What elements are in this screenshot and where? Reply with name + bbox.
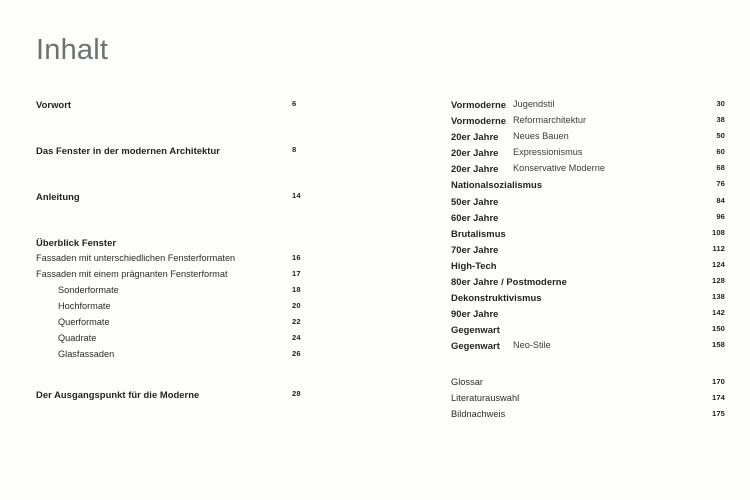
- toc-entry-80er-jahre-postmoderne[interactable]: [451, 277, 725, 293]
- toc-entry-90er-jahre[interactable]: [451, 309, 725, 325]
- toc-entry-label: Vorwort: [36, 99, 72, 110]
- toc-entry-era: Brutalismus: [451, 227, 506, 239]
- toc-entry-era: Nationalsozialismus: [451, 179, 543, 191]
- toc-entry-page: 108: [712, 227, 725, 237]
- toc-entry-das-fenster-in-der-modernen-architektur[interactable]: [36, 146, 318, 162]
- toc-entry-subtitle: Neues Bauen: [513, 131, 569, 142]
- toc-entry-page: 6: [292, 99, 297, 108]
- toc-entry-glossar[interactable]: [451, 378, 725, 394]
- toc-entry-era: 20er Jahre: [451, 163, 499, 175]
- toc-entry-page: 22: [292, 317, 301, 326]
- toc-entry-era: 20er Jahre: [451, 131, 499, 143]
- toc-entry-subtitle: Expressionismus: [513, 147, 583, 158]
- toc-entry-era: 90er Jahre: [451, 308, 499, 320]
- toc-entry-60er-jahre[interactable]: [451, 213, 725, 229]
- page-title: Inhalt: [36, 34, 109, 66]
- toc-entry-page: 17: [292, 269, 301, 278]
- toc-entry-page: 175: [712, 408, 725, 418]
- toc-entry-label: Fassaden mit einem prägnanten Fensterformat: [36, 269, 228, 279]
- toc-entry-era: Glossar: [451, 376, 484, 387]
- toc-entry-era: High-Tech: [451, 259, 497, 271]
- toc-entry-era: 50er Jahre: [451, 195, 499, 207]
- toc-entry-label: Der Ausgangspunkt für die Moderne: [36, 389, 200, 400]
- toc-entry-page: 138: [712, 292, 725, 302]
- toc-entry-vorwort[interactable]: [36, 100, 318, 116]
- toc-entry-querformate[interactable]: [36, 318, 318, 334]
- toc-entry-page: 170: [712, 376, 725, 386]
- toc-entry-gegenwart[interactable]: [451, 325, 725, 341]
- toc-entry-page: 158: [712, 340, 725, 350]
- toc-entry-page: 30: [716, 99, 725, 108]
- toc-entry-subtitle: Konservative Moderne: [513, 163, 605, 174]
- toc-entry-gegenwart-neo-stile[interactable]: [451, 341, 725, 357]
- toc-entry-page: 124: [712, 259, 725, 269]
- toc-entry-literaturauswahl[interactable]: [451, 394, 725, 410]
- toc-entry-era: 70er Jahre: [451, 243, 499, 255]
- toc-entry-label: Überblick Fenster: [36, 237, 117, 248]
- toc-entry-page: 96: [716, 211, 725, 221]
- toc-entry-era: Gegenwart: [451, 324, 500, 336]
- toc-entry-label: Fassaden mit unterschiedlichen Fensterformaten: [36, 253, 236, 263]
- toc-entry-page: 20: [292, 301, 301, 310]
- toc-entry-era: Vormoderne: [451, 99, 507, 110]
- toc-left-column: [36, 100, 318, 406]
- toc-entry-sonderformate[interactable]: [36, 286, 318, 302]
- toc-entry-glasfassaden[interactable]: [36, 350, 318, 366]
- toc-entry-70er-jahre[interactable]: [451, 245, 725, 261]
- toc-entry-bildnachweis[interactable]: [451, 410, 725, 426]
- toc-entry-label: Glasfassaden: [58, 349, 115, 359]
- toc-entry-50er-jahre[interactable]: [451, 197, 725, 213]
- toc-entry-page: 8: [292, 145, 297, 154]
- toc-entry-page: 76: [716, 179, 725, 189]
- toc-entry-page: 60: [716, 147, 725, 157]
- toc-entry-page: 84: [716, 195, 725, 205]
- toc-entry-20er-jahre-expressionismus[interactable]: [451, 148, 725, 164]
- spacer: [36, 162, 318, 192]
- toc-right-column: [451, 100, 725, 426]
- toc-entry-label: Anleitung: [36, 191, 80, 202]
- toc-entry-page: 128: [712, 276, 725, 286]
- toc-entry-page: 142: [712, 308, 725, 318]
- toc-entry-label: Das Fenster in der modernen Architektur: [36, 145, 220, 156]
- toc-entry-era: Bildnachweis: [451, 408, 506, 419]
- toc-entry-page: 50: [716, 131, 725, 141]
- toc-entry-label: Hochformate: [58, 301, 111, 311]
- toc-entry-page: 174: [712, 392, 725, 402]
- toc-entry-dekonstruktivismus[interactable]: [451, 293, 725, 309]
- toc-entry-era: 80er Jahre / Postmoderne: [451, 276, 567, 288]
- toc-entry-brutalismus[interactable]: [451, 229, 725, 245]
- toc-entry-page: 68: [716, 163, 725, 173]
- toc-entry-era: 20er Jahre: [451, 147, 499, 159]
- toc-entry-page: 150: [712, 324, 725, 334]
- toc-entry-fassaden-praegnantes-fensterformat[interactable]: [36, 270, 318, 286]
- toc-entry-era: Vormoderne: [451, 115, 507, 127]
- spacer: [36, 208, 318, 238]
- toc-entry-page: 38: [716, 115, 725, 125]
- toc-entry-page: 16: [292, 253, 301, 262]
- toc-entry-page: 112: [712, 243, 725, 253]
- toc-entry-ueberblick-fenster[interactable]: [36, 238, 318, 254]
- toc-entry-page: 24: [292, 333, 301, 342]
- toc-entry-20er-jahre-konservative-moderne[interactable]: [451, 164, 725, 180]
- toc-entry-vormoderne-jugendstil[interactable]: [451, 100, 725, 116]
- toc-entry-page: 18: [292, 285, 301, 294]
- spacer: [36, 116, 318, 146]
- toc-entry-page: 28: [292, 389, 301, 398]
- toc-entry-der-ausgangspunkt-fuer-die-moderne[interactable]: [36, 390, 318, 406]
- toc-entry-high-tech[interactable]: [451, 261, 725, 277]
- toc-entry-label: Quadrate: [58, 333, 97, 343]
- spacer: [36, 366, 318, 390]
- toc-entry-label: Sonderformate: [58, 285, 119, 295]
- toc-entry-era: Literaturauswahl: [451, 392, 520, 403]
- toc-entry-quadrate[interactable]: [36, 334, 318, 350]
- toc-entry-era: Dekonstruktivismus: [451, 292, 542, 304]
- toc-entry-subtitle: Neo-Stile: [513, 340, 551, 351]
- spacer: [451, 358, 725, 378]
- toc-entry-nationalsozialismus[interactable]: [451, 180, 725, 196]
- toc-entry-20er-jahre-neues-bauen[interactable]: [451, 132, 725, 148]
- toc-entry-anleitung[interactable]: [36, 192, 318, 208]
- toc-entry-subtitle: Reformarchitektur: [513, 115, 587, 126]
- toc-entry-era: 60er Jahre: [451, 211, 499, 223]
- toc-entry-page: 26: [292, 349, 301, 358]
- toc-entry-hochformate[interactable]: [36, 302, 318, 318]
- toc-entry-fassaden-unterschiedliche-fensterformate[interactable]: [36, 254, 318, 270]
- toc-entry-era: Gegenwart: [451, 340, 500, 352]
- toc-entry-label: Querformate: [58, 317, 110, 327]
- toc-entry-vormoderne-reformarchitektur[interactable]: [451, 116, 725, 132]
- toc-entry-subtitle: Jugendstil: [513, 99, 555, 109]
- toc-entry-page: 14: [292, 191, 301, 200]
